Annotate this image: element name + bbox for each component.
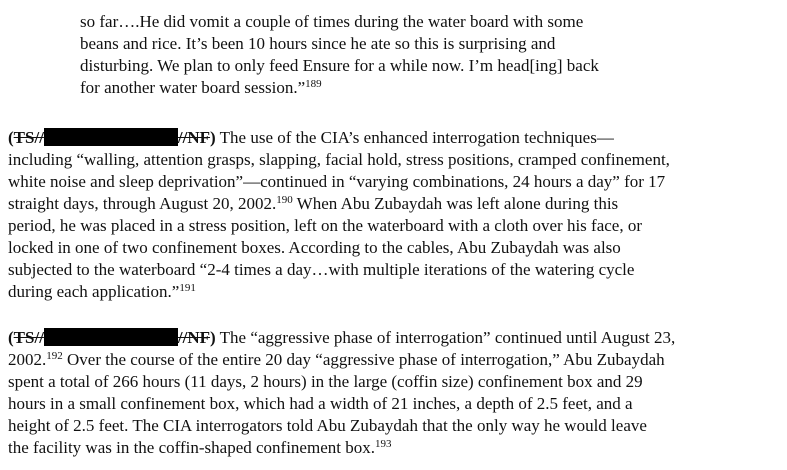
paragraph-aggressive-phase	[8, 327, 783, 459]
quote-text: for another water board session.”	[80, 78, 306, 97]
block-quote	[80, 11, 720, 99]
footnote-ref: 192	[46, 350, 63, 362]
paragraph-line: during each application.”$^{191}$	[8, 282, 196, 301]
paragraph-line: including “walling, attention grasps, slapping, facial hold, stress positions, cramped confinement,	[8, 150, 670, 169]
quote-line: beans and rice. It’s been 10 hours since he ate so this is surprising and	[80, 34, 556, 53]
paragraph-text: The use of the CIA’s enhanced interrogation techniques—	[215, 128, 614, 147]
paragraph-line: the facility was in the coffin-shaped confinement box.$^{193}$	[8, 438, 392, 457]
paragraph-line: subjected to the waterboard “2-4 times a day…with multiple iterations of the watering cycle	[8, 260, 635, 279]
quote-line: disturbing. We plan to only feed Ensure for a while now. I’m head[ing] back	[80, 56, 599, 75]
footnote-ref: 189	[305, 78, 322, 90]
quote-line: so far….He did vomit a couple of times during the water board with some	[80, 12, 584, 31]
paragraph-line: white noise and sleep deprivation”—continued in “varying combinations, 24 hours a day” for 17	[8, 172, 666, 191]
classification-ts: TS//	[13, 328, 44, 347]
paragraph-line: period, he was placed in a stress position, left on the waterboard with a cloth over his face, or	[8, 216, 642, 235]
paragraph-line: straight days, through August 20, 2002.$^{190}$ When Abu Zubaydah was left alone during this	[8, 194, 619, 213]
paragraph-line: hours in a small confinement box, which had a width of 21 inches, a depth of 2.5 feet, and a	[8, 394, 633, 413]
classification-nf: //NF	[177, 328, 211, 347]
classification-nf: //NF	[177, 128, 211, 147]
classification-marking: (TS// //NF)	[8, 128, 216, 147]
classification-marking: (TS// //NF)	[8, 328, 216, 347]
classification-ts: TS//	[13, 128, 44, 147]
footnote-ref: 190	[276, 194, 293, 206]
quote-line	[80, 77, 720, 99]
paragraph-text: The “aggressive phase of interrogation” continued until August 23,	[215, 328, 676, 347]
paragraph-interrogation-techniques	[8, 127, 783, 303]
redaction-bar	[44, 328, 178, 346]
redaction-bar	[44, 128, 178, 146]
paragraph-line: spent a total of 266 hours (11 days, 2 hours) in the large (coffin size) confinement box and 29	[8, 372, 643, 391]
footnote-ref: 191	[179, 282, 196, 294]
footnote-ref: 193	[374, 438, 392, 450]
paragraph-line	[8, 327, 783, 349]
paragraph-line	[8, 127, 783, 149]
paragraph-line: height of 2.5 feet. The CIA interrogators told Abu Zubaydah that the only way he would leave	[8, 416, 647, 435]
paragraph-line: 2002.$^{192}$ Over the course of the entire 20 day “aggressive phase of interrogation,” Abu Zubaydah	[8, 350, 665, 369]
paragraph-line: locked in one of two confinement boxes. According to the cables, Abu Zubaydah was also	[8, 238, 621, 257]
